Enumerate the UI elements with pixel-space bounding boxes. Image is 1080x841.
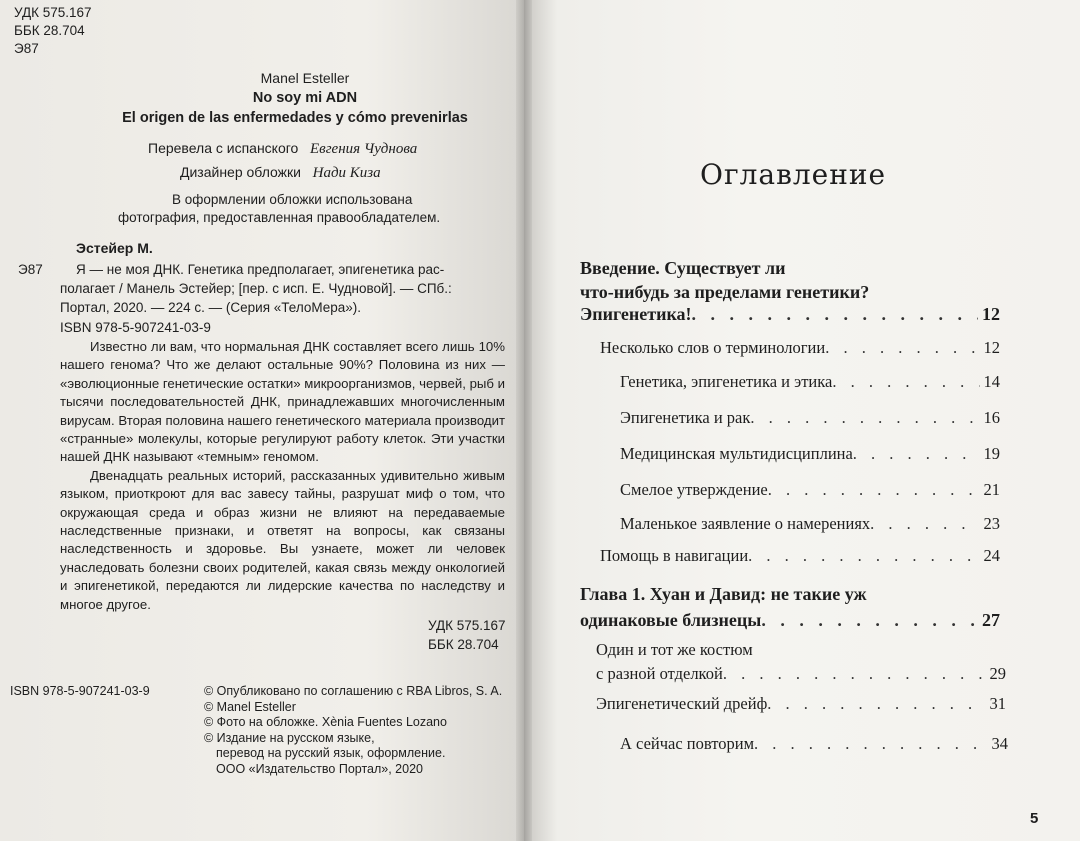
toc-entry-label: Медицинская мультидисциплина	[620, 444, 853, 463]
toc-entry-label-line-1: Один и тот же костюм	[596, 640, 753, 659]
toc-entry-intro[interactable]	[580, 304, 1000, 325]
toc-entry-label: Маленькое заявление о намерениях	[620, 514, 871, 533]
toc-entry[interactable]	[620, 372, 1000, 392]
toc-page-number: 16	[983, 408, 1000, 427]
toc-entry-label: Смелое утверждение	[620, 480, 768, 499]
copyright-line: © Издание на русском языке,	[204, 730, 375, 745]
toc-page-number: 12	[982, 304, 1000, 324]
udk-code: УДК 575.167	[14, 5, 92, 20]
toc-page-number: 14	[983, 372, 1000, 391]
toc-page-number: 34	[991, 734, 1008, 753]
toc-page-number: 19	[983, 444, 1000, 463]
copyright-line: © Опубликовано по соглашению с RBA Libros, S. A.	[204, 684, 503, 698]
dot-leader	[761, 610, 978, 631]
toc-entry-label: одинаковые близнецы	[580, 610, 762, 630]
biblio-code: Э87	[18, 262, 43, 277]
biblio-line-2: полагает / Манель Эстейер; [пер. с исп. Е. Чудновой]. — СПб.:	[60, 281, 452, 296]
book-spine-shadow	[516, 0, 532, 841]
toc-entry[interactable]	[620, 480, 1000, 500]
toc-entry[interactable]	[620, 514, 1000, 534]
designer-credit	[180, 164, 381, 182]
toc-entry[interactable]	[620, 408, 1000, 428]
toc-entry[interactable]	[620, 444, 1000, 464]
dot-leader	[832, 372, 979, 392]
udk-bottom: УДК 575.167	[428, 618, 506, 633]
toc-heading: Оглавление	[700, 158, 887, 191]
dot-leader	[723, 664, 986, 684]
cover-note-line-1: В оформлении обложки использована	[172, 192, 413, 207]
copyright-line: © Manel Esteller	[204, 699, 296, 714]
original-subtitle: El origen de las enfermedades y cómo prevenirlas	[122, 110, 468, 126]
chapter-1-title-line-1: Глава 1. Хуан и Давид: не такие уж	[580, 584, 867, 604]
toc-entry[interactable]	[596, 664, 1006, 684]
designer-label: Дизайнер обложки	[180, 164, 301, 180]
description	[60, 338, 505, 614]
page-number: 5	[1030, 810, 1039, 827]
designer-name: Нади Киза	[312, 165, 381, 181]
author-russian: Эстейер М.	[76, 240, 153, 256]
bbk-bottom: ББК 28.704	[428, 637, 499, 652]
dot-leader	[767, 694, 985, 714]
description-paragraph-2: Двенадцать реальных историй, рассказанных удивительно живым языком, приоткроют для вас завесу тайны, разрушат миф о том, что окружающая среда и образ жизни не влияют на передаваемые наследственные признаки, и ответят на вопросы, как связаны наследственность и здоровье. Вы узнаете, может ли человек унаследовать болезни своих родителей, какая связь между онкологией и эпигенетикой, передаются ли лидерские качества по наследству и многое другое.	[60, 467, 505, 612]
right-page	[524, 0, 1080, 841]
isbn-bottom: ISBN 978-5-907241-03-9	[10, 684, 150, 698]
dot-leader	[748, 546, 979, 566]
intro-title-line-1: Введение. Существует ли	[580, 258, 786, 278]
toc-entry-label: Несколько слов о терминологии	[600, 338, 826, 357]
dot-leader	[754, 734, 987, 754]
toc-entry-chapter-1[interactable]	[580, 610, 1000, 631]
toc-entry-label: Эпигенетика и рак	[620, 408, 751, 427]
toc-entry-label: с разной отделкой	[596, 664, 723, 683]
classification-codes	[14, 4, 92, 58]
toc-entry-label: Эпигенетика!	[580, 304, 692, 324]
description-paragraph-1: Известно ли вам, что нормальная ДНК составляет всего лишь 10% нашего генома? Что же делают остальные 90%? Половина из них — «эволюционные генетические остатки» микроорганизмов, червей, рыб и тысячи последовательностей ДНК, принадлежавших многочисленным вирусам. Вторая половина нашего генетического материала производит «странные» молекулы, которые регулируют работу клеток. Эти участки нашей ДНК называют «темным» геномом.	[60, 339, 505, 465]
toc-entry-label: Помощь в навигации	[600, 546, 749, 565]
original-author: Manel Esteller	[260, 70, 350, 86]
copyright-line: перевод на русский язык, оформление.	[216, 746, 446, 760]
toc-page-number: 27	[982, 610, 1000, 630]
bbk-code: ББК 28.704	[14, 23, 85, 38]
toc-page-number: 29	[989, 664, 1006, 683]
dot-leader	[750, 408, 979, 428]
toc-entry[interactable]	[596, 694, 1006, 714]
dot-leader	[692, 304, 978, 325]
copyright-block	[204, 684, 502, 777]
toc-entry[interactable]	[600, 546, 1000, 566]
translator-label: Перевела с испанского	[148, 140, 299, 156]
original-title: No soy mi ADN	[252, 90, 358, 106]
biblio-line-3: Портал, 2020. — 224 с. — (Серия «ТелоМера»).	[60, 300, 362, 315]
copyright-line: © Фото на обложке. Xènia Fuentes Lozano	[204, 715, 447, 729]
toc-page-number: 23	[983, 514, 1000, 533]
left-page	[0, 0, 524, 841]
dot-leader	[870, 514, 979, 534]
dot-leader	[853, 444, 980, 464]
copyright-line: ООО «Издательство Портал», 2020	[216, 761, 423, 776]
toc-entry-label: А сейчас повторим	[620, 734, 755, 753]
isbn: ISBN 978-5-907241-03-9	[60, 320, 211, 335]
toc-entry-label: Эпигенетический дрейф	[596, 694, 768, 713]
toc-page-number: 21	[983, 480, 1000, 499]
toc-page-number: 31	[989, 694, 1006, 713]
toc-entry-label: Генетика, эпигенетика и этика	[620, 372, 833, 391]
toc-page-number: 24	[983, 546, 1000, 565]
dot-leader	[768, 480, 980, 500]
toc-entry[interactable]	[620, 734, 1008, 754]
toc-entry[interactable]	[600, 338, 1000, 358]
intro-title-line-2: что-нибудь за пределами генетики?	[580, 282, 870, 302]
toc-page-number: 12	[983, 338, 1000, 357]
dot-leader	[825, 338, 979, 358]
translator-credit	[148, 140, 417, 158]
biblio-line-1: Я — не моя ДНК. Генетика предполагает, эпигенетика рас-	[76, 262, 445, 277]
author-mark: Э87	[14, 41, 39, 56]
translator-name: Евгения Чуднова	[310, 141, 418, 157]
cover-note-line-2: фотография, предоставленная правообладателем.	[118, 210, 441, 225]
